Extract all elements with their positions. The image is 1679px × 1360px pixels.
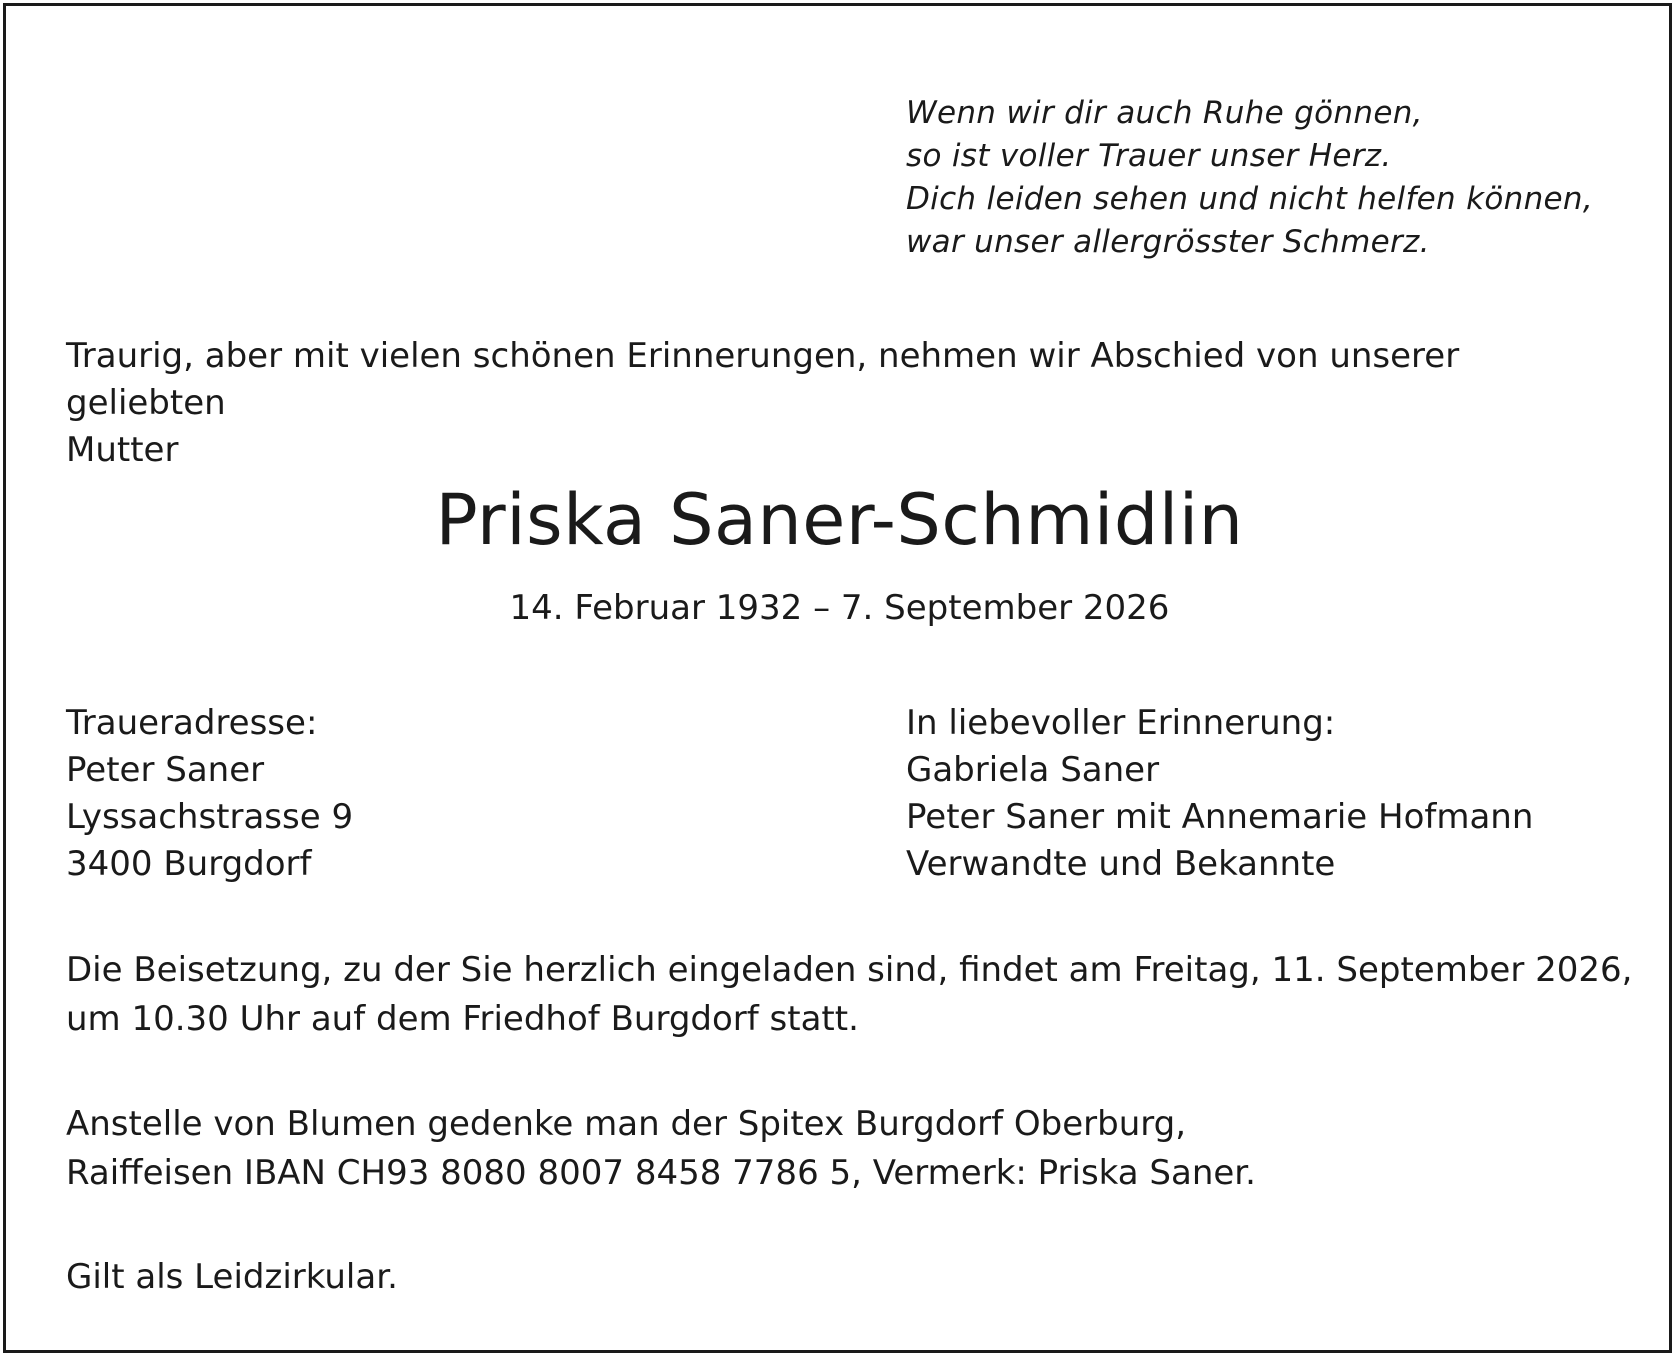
donation-line: Anstelle von Blumen gedenke man der Spitex Burgdorf Oberburg,: [66, 1104, 1187, 1144]
mourners-list: [906, 700, 1533, 888]
mourner-line: Gabriela Saner: [906, 750, 1160, 790]
mourners-heading: In liebevoller Erinnerung:: [906, 703, 1336, 743]
poem-line: so ist voller Trauer unser Herz.: [906, 138, 1392, 174]
footer-note: Gilt als Leidzirkular.: [66, 1257, 398, 1297]
address-line: 3400 Burgdorf: [66, 844, 312, 884]
poem-line: Dich leiden sehen und nicht helfen können,: [906, 181, 1594, 217]
funeral-line: um 10.30 Uhr auf dem Friedhof Burgdorf statt.: [66, 999, 859, 1039]
funeral-info: [66, 946, 1636, 1044]
life-dates: 14. Februar 1932 – 7. September 2026: [509, 588, 1170, 628]
donation-line: Raiffeisen IBAN CH93 8080 8007 8458 7786 5, Vermerk: Priska Saner.: [66, 1153, 1256, 1193]
address-heading: Traueradresse:: [66, 703, 318, 743]
address-line: Peter Saner: [66, 750, 265, 790]
poem-line: war unser allergrösster Schmerz.: [906, 224, 1430, 260]
deceased-name: Priska Saner-Schmidlin: [435, 479, 1244, 561]
intro-line: Mutter: [66, 430, 179, 470]
mourning-address: [66, 700, 353, 888]
intro-line: Traurig, aber mit vielen schönen Erinnerungen, nehmen wir Abschied von unserer geliebten: [66, 336, 1460, 423]
address-line: Lyssachstrasse 9: [66, 797, 354, 837]
mourner-line: Peter Saner mit Annemarie Hofmann: [906, 797, 1534, 837]
mourner-line: Verwandte und Bekannte: [906, 844, 1336, 884]
donation-info: [66, 1100, 1636, 1198]
poem-line: Wenn wir dir auch Ruhe gönnen,: [906, 95, 1423, 131]
funeral-line: Die Beisetzung, zu der Sie herzlich eingeladen sind, findet am Freitag, 11. September 2026,: [66, 950, 1633, 990]
intro-text: [66, 333, 1626, 474]
poem: [906, 92, 1593, 264]
